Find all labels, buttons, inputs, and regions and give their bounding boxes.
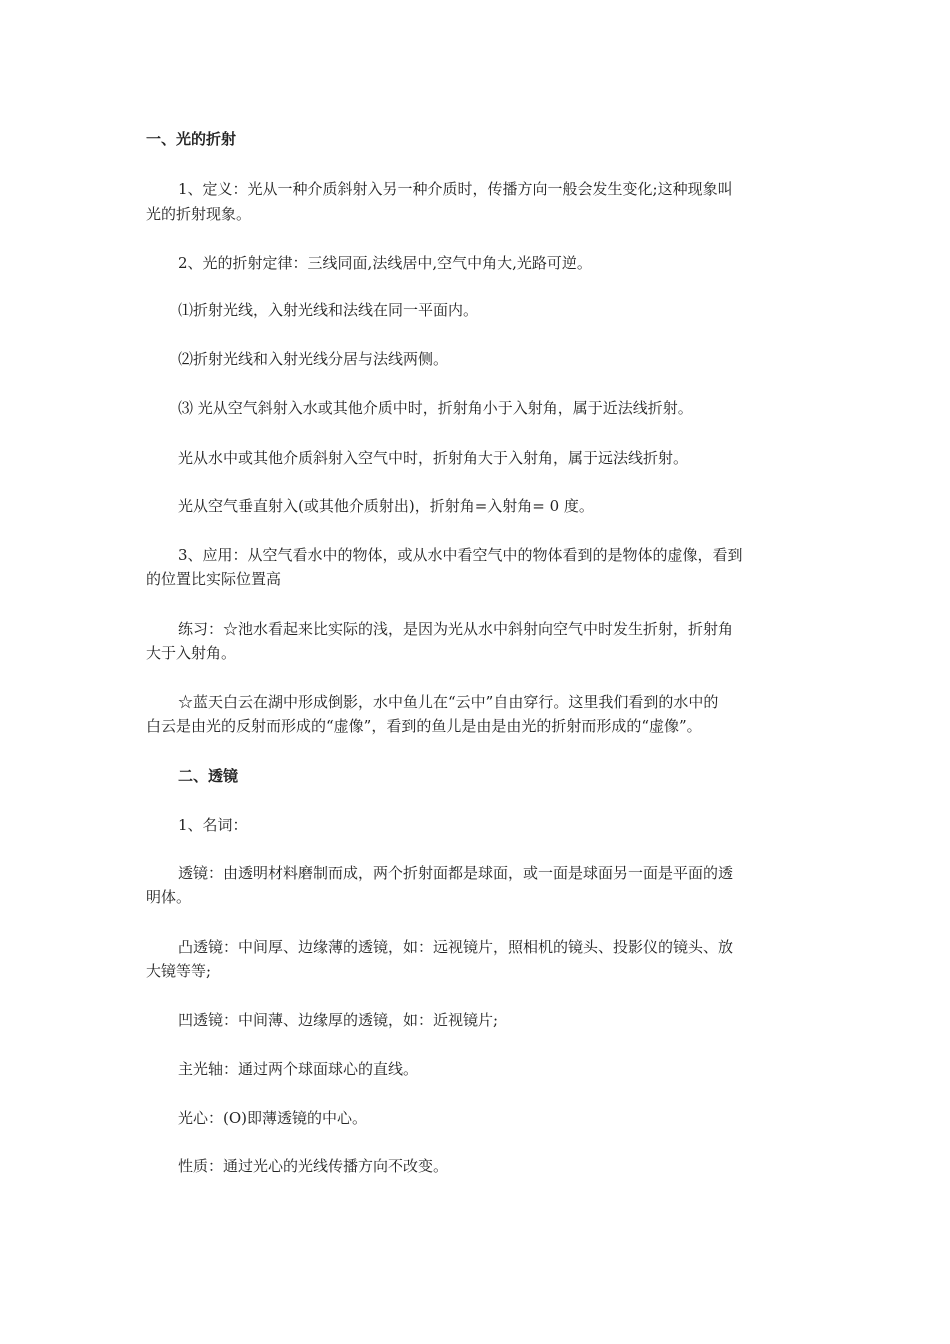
section-heading-refraction: 一、光的折射 <box>146 130 237 148</box>
principal-axis: 主光轴：通过两个球面球心的直线。 <box>178 1060 419 1078</box>
section-heading-lens: 二、透镜 <box>178 767 239 785</box>
refraction-law: 2、光的折射定律：三线同面,法线居中,空气中角大,光路可逆。 <box>178 254 592 272</box>
law-item-3-perpendicular: 光从空气垂直射入(或其他介质射出)，折射角=入射角= 0 度。 <box>178 497 594 515</box>
convex-lens-line-1: 凸透镜：中间厚、边缘薄的透镜，如：远视镜片，照相机的镜头、投影仪的镜头、放 <box>178 938 734 956</box>
law-item-2: ⑵折射光线和入射光线分居与法线两侧。 <box>178 350 449 368</box>
application-line-2: 的位置比实际位置高 <box>146 570 282 588</box>
exercise-2-line-2: 白云是由光的反射而形成的“虚像”，看到的鱼儿是由是由光的折射而形成的“虚像”。 <box>146 717 702 735</box>
definition-line-1: 1、定义：光从一种介质斜射入另一种介质时，传播方向一般会发生变化;这种现象叫 <box>178 180 733 198</box>
law-item-3: ⑶ 光从空气斜射入水或其他介质中时，折射角小于入射角，属于近法线折射。 <box>178 399 693 417</box>
optical-center-property: 性质：通过光心的光线传播方向不改变。 <box>178 1157 449 1175</box>
lens-definition-line-2: 明体。 <box>146 888 192 906</box>
application-line-1: 3、应用：从空气看水中的物体，或从水中看空气中的物体看到的是物体的虚像，看到 <box>178 546 743 564</box>
exercise-line-1: 练习：☆池水看起来比实际的浅，是因为光从水中斜射向空气中时发生折射，折射角 <box>178 620 734 638</box>
optical-center: 光心：(O)即薄透镜的中心。 <box>178 1109 368 1127</box>
definition-line-2: 光的折射现象。 <box>146 205 252 223</box>
convex-lens-line-2: 大镜等等; <box>146 962 212 980</box>
lens-definition-line-1: 透镜：由透明材料磨制而成，两个折射面都是球面，或一面是球面另一面是平面的透 <box>178 864 734 882</box>
exercise-2-line-1: ☆蓝天白云在湖中形成倒影，水中鱼儿在“云中”自由穿行。这里我们看到的水中的 <box>178 693 719 711</box>
law-item-3-water-to-air: 光从水中或其他介质斜射入空气中时，折射角大于入射角，属于远法线折射。 <box>178 449 689 467</box>
terms-label: 1、名词： <box>178 816 248 834</box>
concave-lens: 凹透镜：中间薄、边缘厚的透镜，如：近视镜片; <box>178 1011 499 1029</box>
exercise-line-2: 大于入射角。 <box>146 644 237 662</box>
law-item-1: ⑴折射光线，入射光线和法线在同一平面内。 <box>178 301 479 319</box>
